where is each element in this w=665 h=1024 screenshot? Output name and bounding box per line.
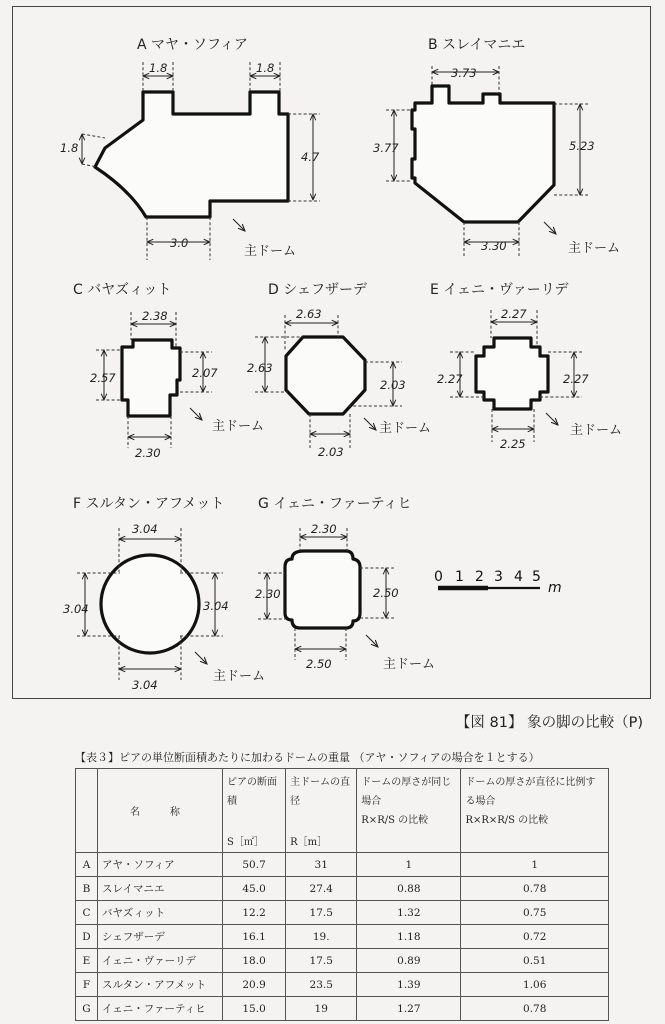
dim-c-top: 2.38 [142,309,168,323]
row-same-ratio: 1.18 [357,925,461,949]
dim-b-left: 3.77 [373,141,399,155]
main-dome-label-e: 主ドーム [570,423,623,438]
scale-number: 1 [455,569,464,585]
scale-number: 3 [494,569,503,585]
table-header-row [76,769,609,853]
table-row [76,853,609,877]
scale-number: 2 [475,569,484,585]
row-diameter: 27.4 [286,877,357,901]
pier-d-outline [286,337,365,414]
row-name: イェニ・ヴァーリデ [98,949,223,973]
row-diameter: 19. [286,925,357,949]
header-same-label: ドームの厚さが同じ場合 [361,777,452,807]
dim-a-right: 4.7 [301,150,320,164]
header-area [223,769,286,853]
dim-a-bottom: 3.0 [170,236,189,250]
dim-c-bottom: 2.30 [135,446,161,460]
row-same-ratio: 1.32 [357,901,461,925]
header-diameter [286,769,357,853]
dim-g-top: 2.30 [311,522,337,536]
row-letter: E [76,949,98,973]
header-same-thickness [357,769,461,853]
row-same-ratio: 1 [357,853,461,877]
dim-a-top-right: 1.8 [256,61,275,75]
panel-f [63,496,265,692]
table-body [76,853,609,1021]
dim-b-right: 5.23 [569,139,595,153]
row-letter: G [76,997,98,1021]
dim-c-right: 2.07 [192,366,218,380]
row-prop-ratio: 1 [461,853,609,877]
row-name: シェフザーデ [98,925,223,949]
row-area: 16.1 [223,925,286,949]
dim-f-top: 3.04 [132,522,158,536]
panel-c [73,282,264,460]
header-proportional-thickness [461,769,609,853]
row-same-ratio: 1.39 [357,973,461,997]
panel-b [373,37,620,256]
dim-f-left: 3.04 [63,602,89,616]
row-area: 15.0 [223,997,286,1021]
table-row [76,877,609,901]
panel-e-title: E イェニ・ヴァーリデ [430,282,569,298]
dim-g-bottom: 2.50 [306,657,332,671]
panel-g-title: G イェニ・ファーティヒ [258,496,412,512]
row-same-ratio: 0.89 [357,949,461,973]
panel-e [430,282,622,451]
dim-d-right: 2.03 [380,378,406,392]
row-area: 45.0 [223,877,286,901]
dim-a-left: 1.8 [60,141,79,155]
dim-f-bottom: 3.04 [132,678,158,692]
row-prop-ratio: 0.72 [461,925,609,949]
row-prop-ratio: 0.51 [461,949,609,973]
pier-a-outline [95,92,288,217]
panel-d [247,282,431,459]
header-prop-formula: R×R×R/S の比較 [465,815,549,826]
scale-unit: m [548,580,562,596]
dim-g-right: 2.50 [373,586,399,600]
scale-number: 0 [434,569,443,585]
dome-weight-table [75,768,609,1021]
row-diameter: 31 [286,853,357,877]
row-diameter: 17.5 [286,949,357,973]
header-prop-label: ドームの厚さが直径に比例する場合 [465,777,596,807]
dim-d-top: 2.63 [296,307,322,321]
panel-g [255,496,435,672]
figure-caption: 【図 81】 象の脚の比較（P) [455,715,643,731]
row-diameter: 23.5 [286,973,357,997]
dim-e-bottom: 2.25 [500,437,526,451]
dim-f-right: 3.04 [203,599,229,613]
scale-bar [434,569,562,596]
table-row [76,973,609,997]
table-row [76,997,609,1021]
dim-b-top: 3.73 [451,66,477,80]
panel-a-title: A マヤ・ソフィア [137,37,248,53]
dim-b-bottom: 3.30 [481,239,507,253]
row-name: アヤ・ソフィア [98,853,223,877]
panel-a [60,37,320,260]
pier-e-outline [476,338,548,409]
main-dome-label-g: 主ドーム [383,657,436,672]
pier-c-outline [122,340,180,416]
table-caption: 【表３】ピアの単位断面積あたりに加わるドームの重量 （アヤ・ソフィアの場合を１とする） [75,751,540,764]
row-prop-ratio: 0.78 [461,877,609,901]
pier-b-outline [412,86,554,222]
header-diameter-label: 主ドームの直径 [290,777,351,807]
row-name: スレイマニエ [98,877,223,901]
row-prop-ratio: 0.75 [461,901,609,925]
row-area: 18.0 [223,949,286,973]
row-same-ratio: 0.88 [357,877,461,901]
row-prop-ratio: 0.78 [461,997,609,1021]
row-area: 50.7 [223,853,286,877]
row-area: 20.9 [223,973,286,997]
row-diameter: 17.5 [286,901,357,925]
table-row [76,925,609,949]
main-dome-label-a: 主ドーム [244,244,297,259]
header-area-label: ピアの断面積 [227,777,277,807]
dim-e-left: 2.27 [437,372,463,386]
row-name: スルタン・アフメット [98,973,223,997]
scale-number: 5 [532,569,541,585]
dim-d-bottom: 2.03 [318,445,344,459]
table-row [76,901,609,925]
row-name: イェニ・ファーティヒ [98,997,223,1021]
dim-e-right: 2.27 [563,372,589,386]
row-letter: C [76,901,98,925]
header-same-formula: R×R/S の比較 [361,815,429,826]
panel-d-title: D シェフザーデ [268,282,367,298]
header-blank [76,769,98,853]
table-row [76,949,609,973]
dim-g-left: 2.30 [255,587,281,601]
row-diameter: 19 [286,997,357,1021]
main-dome-label-d: 主ドーム [379,421,432,436]
main-dome-label-b: 主ドーム [568,241,621,256]
dim-a-top-left: 1.8 [149,61,168,75]
row-name: バヤズィット [98,901,223,925]
pier-g-outline [285,551,360,628]
dim-c-left: 2.57 [90,371,116,385]
header-diameter-unit: R［m］ [290,837,328,848]
row-prop-ratio: 1.06 [461,973,609,997]
row-letter: B [76,877,98,901]
main-dome-label-c: 主ドーム [212,419,265,434]
scale-number: 4 [514,569,523,585]
panel-f-title: F スルタン・アフメット [73,496,225,512]
dim-e-top: 2.27 [501,307,527,321]
panel-b-title: B スレイマニエ [428,37,526,53]
dim-d-left: 2.63 [247,361,273,375]
row-letter: D [76,925,98,949]
pier-f-outline [101,555,199,653]
row-letter: A [76,853,98,877]
main-dome-label-f: 主ドーム [213,669,266,684]
row-letter: F [76,973,98,997]
panel-c-title: C バヤズィット [73,282,172,298]
header-area-unit: S［㎡］ [227,837,264,848]
row-area: 12.2 [223,901,286,925]
row-same-ratio: 1.27 [357,997,461,1021]
header-name: 名 称 [98,769,223,853]
